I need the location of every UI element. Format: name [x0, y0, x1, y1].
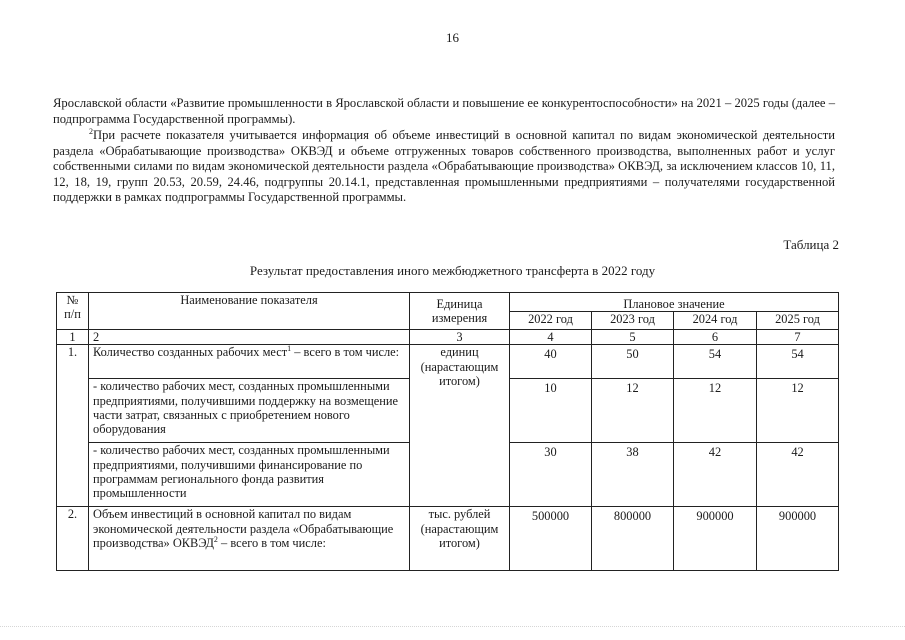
footnote-marker: 2: [213, 534, 218, 544]
unit-cell: единиц (нарастающим итогом): [410, 345, 510, 507]
results-table: [56, 292, 839, 571]
value-cell: 30: [510, 443, 592, 507]
footnote-text: При расчете показателя учитывается информация об объеме инвестиций в основной капитал по видам экономической деятельности раздела «Обрабатывающие производства» ОКВЭД и объеме отгруженных товаров собственного производства, выполненных работ и услуг собственными силами по видам экономической деятельности раздела «Обрабатывающие производства» ОКВЭД, за исключением классов 10, 11, 12, 18, 19, групп 20.53, 20.59, 24.46, подгруппы 20.14.1, представленная промышленными предприятиями – получателями государственной поддержки в рамках подпрограммы Государственной программы.: [53, 128, 835, 205]
indicator-name: - количество рабочих мест, созданных промышленными предприятиями, получившими финансирование по программам регионального фонда развития промышленности: [89, 443, 410, 507]
indicator-name-tail: – всего в том числе:: [217, 535, 326, 550]
value-cell: 12: [757, 379, 839, 443]
value-cell: 900000: [757, 507, 839, 571]
column-number: 1: [57, 330, 89, 345]
value-cell: 54: [757, 345, 839, 379]
value-cell: 12: [674, 379, 757, 443]
value-cell: 38: [592, 443, 674, 507]
value-cell: 42: [757, 443, 839, 507]
value-cell: 50: [592, 345, 674, 379]
scan-edge: [0, 626, 905, 633]
value-cell: 42: [674, 443, 757, 507]
footnote-marker: 2: [89, 127, 93, 136]
value-cell: 800000: [592, 507, 674, 571]
value-cell: 40: [510, 345, 592, 379]
column-number: 3: [410, 330, 510, 345]
value-cell: 500000: [510, 507, 592, 571]
indicator-name-tail: – всего в том числе:: [291, 345, 400, 360]
footnote-paragraph: [53, 128, 835, 206]
indicator-name-text: Объем инвестиций в основной капитал по видам экономической деятельности раздела «Обрабатывающие производства» ОКВЭД: [93, 507, 394, 550]
row-number: 1.: [57, 345, 89, 507]
header-year: 2022 год: [510, 312, 592, 330]
indicator-name-text: Количество созданных рабочих мест: [93, 345, 288, 360]
footnote-marker: 1: [287, 344, 292, 354]
column-number: 6: [674, 330, 757, 345]
table-label: Таблица 2: [783, 237, 839, 252]
value-cell: 12: [592, 379, 674, 443]
header-year: 2025 год: [757, 312, 839, 330]
column-number: 2: [89, 330, 410, 345]
column-number: 7: [757, 330, 839, 345]
indicator-name: - количество рабочих мест, созданных промышленными предприятиями, получившими поддержку на возмещение части затрат, связанных с приобретением нового оборудования: [89, 379, 410, 443]
table-title: Результат предоставления иного межбюджетного трансферта в 2022 году: [249, 263, 656, 278]
column-number: 4: [510, 330, 592, 345]
table-row: [57, 345, 839, 379]
header-plan: Плановое значение: [510, 293, 839, 312]
indicator-name: [89, 345, 410, 379]
value-cell: 10: [510, 379, 592, 443]
unit-cell: тыс. рублей (нарастающим итогом): [410, 507, 510, 571]
value-cell: 900000: [674, 507, 757, 571]
header-year: 2023 год: [592, 312, 674, 330]
row-number: 2.: [57, 507, 89, 571]
column-number: 5: [592, 330, 674, 345]
page-number: 16: [446, 30, 459, 45]
indicator-name: [89, 507, 410, 571]
header-num: № п/п: [57, 293, 89, 330]
paragraph-continuation: Ярославской области «Развитие промышленности в Ярославской области и повышение ее конкурентоспособности» на 2021 – 2025 годы (далее – подпрограмма Государственной программы).: [53, 96, 835, 126]
header-year: 2024 год: [674, 312, 757, 330]
table-row: [57, 507, 839, 571]
header-name: Наименование показателя: [89, 293, 410, 330]
value-cell: 54: [674, 345, 757, 379]
header-unit: Единица измерения: [410, 293, 510, 330]
